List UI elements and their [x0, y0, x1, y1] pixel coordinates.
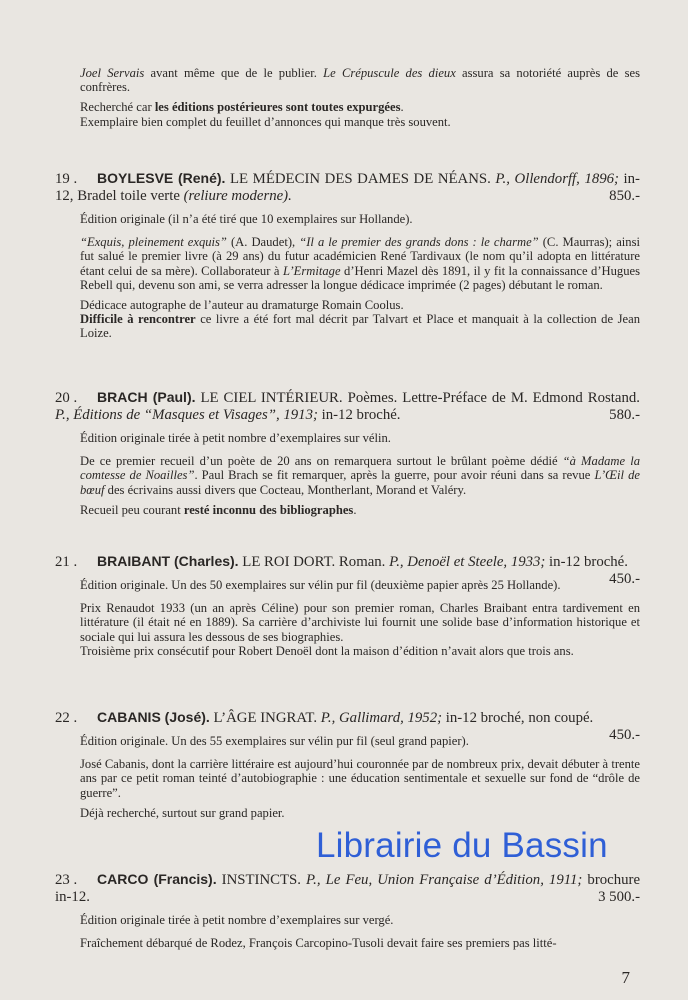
entry-publisher: P., Le Feu, Union Française d’Édition, 1911;: [306, 872, 583, 888]
entry-number: 23 .: [55, 872, 78, 888]
watermark-text: Librairie du Bassin: [316, 826, 608, 865]
intro-bold: les éditions postérieures sont toutes expurgées: [154, 100, 401, 115]
entry-price: 450.-: [609, 571, 640, 587]
entry-description: Fraîchement débarqué de Rodez, François Carcopino-Tusoli devait faire ses premiers pas litté-: [80, 936, 557, 951]
entry-rarity: [80, 312, 640, 340]
description-text: d’Henri Mazel dès 1891, il y fit la connaissance d’Hugues Rebell qui, devenu son ami, se verra adresser la longue dédicace imprimée (2 pages) débutant le roman.: [80, 263, 640, 292]
review-title: L’Ermitage: [282, 263, 341, 278]
entry-format: in-12, Bradel toile verte: [55, 171, 640, 204]
entry-body: [80, 578, 640, 658]
entry-note: Troisième prix consécutif pour Robert Denoël dont la maison d’édition n’avait alors que trois ans.: [80, 643, 574, 658]
entry-body: [80, 431, 640, 517]
entry-heading: [55, 871, 640, 906]
entry-rarity: [80, 503, 640, 517]
entry-format: in-12 broché, non coupé.: [442, 710, 594, 726]
intro-continuation: [80, 66, 640, 135]
entry-note: Déjà recherché, surtout sur grand papier.: [80, 805, 285, 820]
entry-22: [55, 709, 640, 826]
description-text: . Paul Brach se fit remarquer, après la guerre, pour avoir réuni dans sa revue: [194, 468, 595, 483]
intro-text: .: [400, 100, 404, 115]
entry-19: [55, 170, 640, 347]
entry-publisher: P., Éditions de “Masques et Visages”, 1913;: [55, 407, 318, 423]
entry-price: 450.-: [609, 727, 640, 743]
entry-title: L’ÂGE INGRAT.: [209, 710, 321, 726]
entry-format: in-12 broché.: [317, 407, 401, 423]
description-text: De ce premier recueil d’un poète de 20 ans on remarquera surtout le brûlant poème dédié: [80, 454, 563, 469]
entry-heading: [55, 389, 640, 424]
entry-publisher: P., Denoël et Steele, 1933;: [389, 554, 546, 570]
quote-source: (A. Daudet),: [226, 235, 300, 250]
intro-text: Recherché car: [80, 100, 155, 115]
entry-body: [80, 913, 640, 950]
quote: “Exquis, pleinement exquis”: [80, 235, 227, 250]
entry-price: 850.-: [609, 188, 640, 204]
entry-edition: Édition originale tirée à petit nombre d’exemplaires sur vélin.: [80, 431, 391, 445]
entry-20: [55, 389, 640, 523]
intro-paragraph-1: [80, 66, 640, 94]
entry-author: BRAIBANT (Charles).: [97, 553, 239, 569]
intro-paragraph-3: Exemplaire bien complet du feuillet d’annonces qui manque très souvent.: [80, 114, 451, 129]
entry-format: brochure in-12.: [55, 872, 641, 905]
entry-23: [55, 871, 640, 956]
entry-number: 20 .: [55, 390, 78, 406]
entry-author: BOYLESVE (René).: [97, 170, 226, 186]
entry-body: [80, 734, 640, 820]
entry-title: LE MÉDECIN DES DAMES DE NÉANS.: [225, 171, 496, 187]
description-text: des écrivains aussi divers que Cocteau, Montherlant, Morand et Valéry.: [104, 482, 467, 497]
entry-21: [55, 553, 640, 664]
description-text: (C. Maurras); ainsi fut salué le premier livre (à 29 ans) du futur académicien René Tardivaux (le nom qu’il adopta en littérature étant celui de sa mère). Collaborateur à: [80, 235, 641, 278]
entry-edition: Édition originale. Un des 55 exemplaires sur vélin pur fil (seul grand papier).: [80, 734, 469, 748]
entry-binding: (reliure moderne).: [183, 188, 292, 204]
intro-title: Le Crépuscule des dieux: [323, 66, 456, 80]
entry-author: CABANIS (José).: [97, 709, 210, 725]
dedication-quote: “à Madame la comtesse de Noailles”: [80, 454, 640, 483]
rarity-text: Recueil peu courant: [80, 502, 184, 517]
entry-edition: Édition originale (il n’a été tiré que 10 exemplaires sur Hollande).: [80, 212, 413, 226]
entry-description: José Cabanis, dont la carrière littéraire est aujourd’hui couronnée par de nombreux prix, devait débuter à trente ans par ce petit roman teinté d’autobiographie : une éducation sentimentale et sexuelle sur fond de “drôle de guerre”.: [80, 757, 640, 800]
intro-text: avant même que de le publier.: [144, 66, 324, 80]
entry-author: BRACH (Paul).: [97, 389, 196, 405]
page-number: 7: [621, 968, 630, 987]
entry-price: 580.-: [609, 407, 640, 423]
entry-heading: [55, 170, 640, 205]
intro-paragraph-2: [80, 100, 640, 114]
intro-text: assura sa notoriété auprès de ses confrères.: [80, 66, 640, 95]
rarity-text: .: [353, 502, 357, 517]
rarity-text: ce livre a été fort mal décrit par Talvart et Place et manquait à la collection de Jean Loize.: [80, 312, 640, 341]
entry-description: [80, 454, 640, 497]
entry-title: LE CIEL INTÉRIEUR. Poèmes. Lettre-Préface de M. Edmond Rostand.: [195, 390, 640, 406]
entry-title: INSTINCTS.: [216, 872, 307, 888]
review-title: L’Œil de bœuf: [80, 468, 641, 497]
entry-title: LE ROI DORT. Roman.: [238, 554, 390, 570]
entry-format: in-12 broché.: [545, 554, 628, 570]
entry-publisher: P., Ollendorff, 1896;: [495, 171, 619, 187]
quote: “Il a le premier des grands dons : le charme”: [299, 235, 539, 250]
entry-publisher: P., Gallimard, 1952;: [320, 710, 443, 726]
entry-edition: Édition originale. Un des 50 exemplaires sur vélin pur fil (deuxième papier après 25 Hollande).: [80, 578, 561, 592]
rarity-bold: Difficile à rencontrer: [80, 312, 196, 327]
entry-number: 21 .: [55, 554, 78, 570]
entry-body: [80, 212, 640, 341]
entry-edition: Édition originale tirée à petit nombre d’exemplaires sur vergé.: [80, 913, 394, 927]
entry-price: 3 500.-: [598, 889, 640, 905]
entry-description: [80, 235, 640, 292]
entry-description: Prix Renaudot 1933 (un an après Céline) pour son premier roman, Charles Braibant entra tardivement en littérature (il était né en 1889). Sa carrière d’archiviste lui fournit une solide base d’information historique et sociale qui lui assura les dessous de ses biographies.: [80, 601, 640, 644]
intro-name: Joel Servais: [80, 66, 145, 80]
entry-dedication: Dédicace autographe de l’auteur au dramaturge Romain Coolus.: [80, 298, 404, 313]
entry-number: 22 .: [55, 710, 78, 726]
entry-author: CARCO (Francis).: [97, 871, 217, 887]
rarity-bold: resté inconnu des bibliographes: [183, 502, 354, 517]
entry-number: 19 .: [55, 171, 78, 187]
